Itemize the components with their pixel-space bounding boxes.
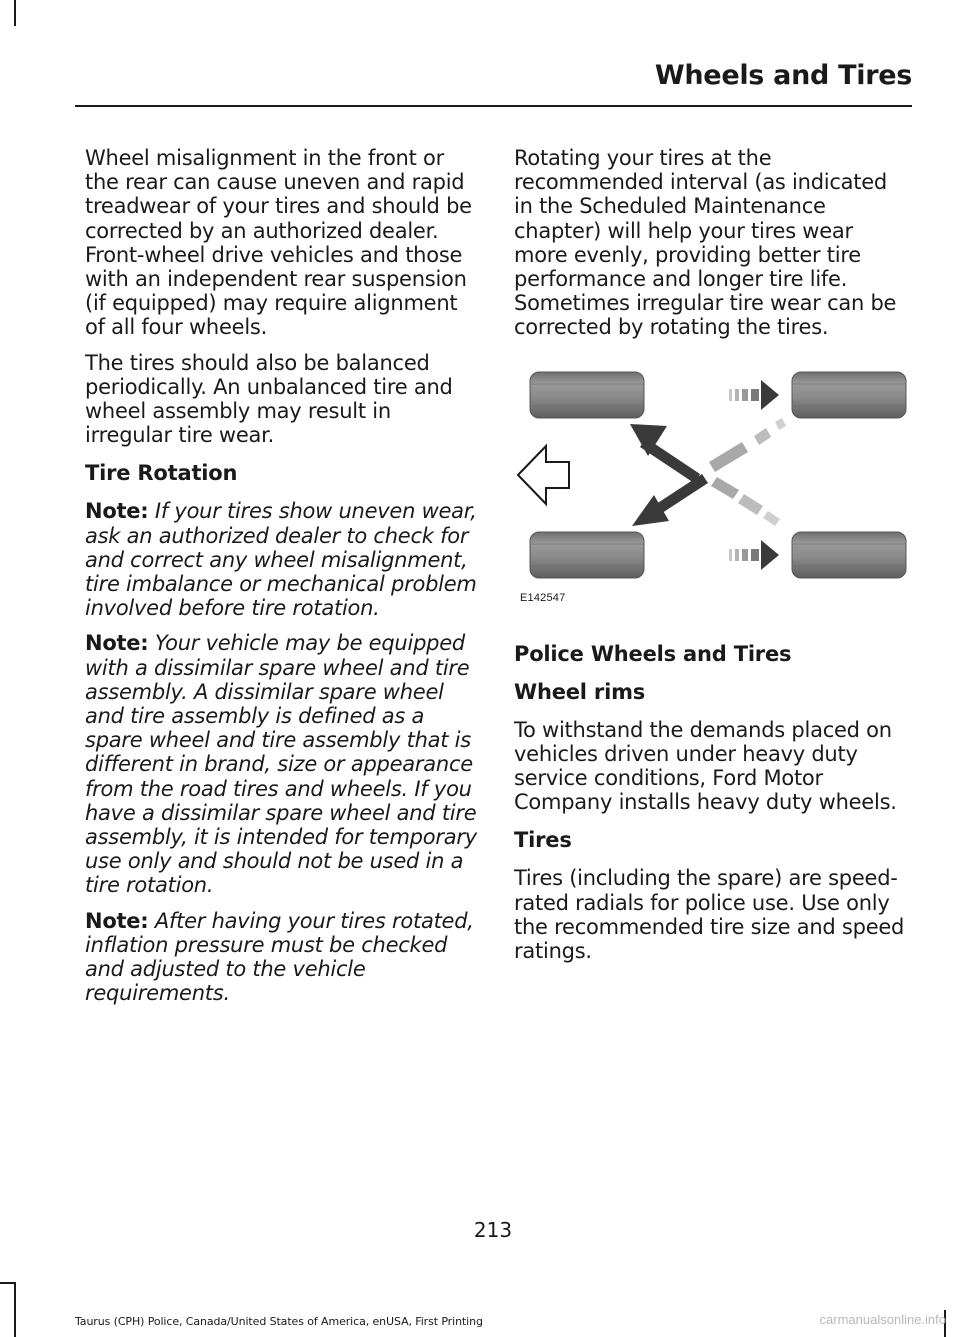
tire-rear-left xyxy=(530,532,644,578)
left-column xyxy=(85,146,480,1017)
tire-rotation-figure xyxy=(514,366,910,624)
paragraph-misalignment: Wheel misalignment in the front or the rear can cause uneven and rapid treadwear of your tires and should be corrected by an authorized dealer. Front-wheel drive vehicles and those with an independent rear suspension (if equipped) may require alignment of all four wheels. xyxy=(85,146,472,340)
arrow-front-to-front xyxy=(729,380,779,410)
arrow-diagonal-lower xyxy=(632,474,708,526)
tire-rotation-diagram xyxy=(514,366,910,624)
arrow-dashed-diagonal-up xyxy=(709,418,786,472)
tire-front-left xyxy=(530,372,644,418)
note-inflation-pressure xyxy=(85,909,480,1006)
note-text: If your tires show uneven wear, ask an authorized dealer to check for and correct any wheel misalignment, tire imbalance or mechanical problem involved before tire rotation. xyxy=(85,499,477,621)
note-label: Note: xyxy=(85,908,149,933)
note-dissimilar-spare xyxy=(85,631,480,897)
note-uneven-wear xyxy=(85,499,480,620)
paragraph-wheel-rims: To withstand the demands placed on vehicles driven under heavy duty service conditions, Ford Motor Company installs heavy duty wheels. xyxy=(514,717,897,815)
paragraph-balancing: The tires should also be balanced periodically. An unbalanced tire and wheel assembly may result in irregular tire wear. xyxy=(85,350,453,448)
header-rule xyxy=(75,105,912,107)
heading-tire-rotation: Tire Rotation xyxy=(85,461,238,486)
tire-front-right xyxy=(792,372,906,418)
paragraph-rotating: Rotating your tires at the recommended interval (as indicated in the Scheduled Maintenance chapter) will help your tires wear more evenly, providing better tire performance and longer tire life. Sometimes irregular tire wear can be corrected by rotating the tires. xyxy=(514,146,897,340)
front-direction-arrow-icon xyxy=(518,446,569,504)
paragraph-tires: Tires (including the spare) are speed-rated radials for police use. Use only the recommended tire size and speed ratings. xyxy=(514,866,905,964)
figure-code: E142547 xyxy=(520,591,566,604)
page-title: Wheels and Tires xyxy=(654,60,912,91)
tire-rear-right xyxy=(792,532,906,578)
heading-tires: Tires xyxy=(514,828,572,853)
arrow-rear-to-rear xyxy=(729,540,779,570)
crop-mark-bottom-left-h xyxy=(0,1282,16,1284)
watermark: carmanualsonline.info xyxy=(819,1312,946,1327)
note-label: Note: xyxy=(85,631,149,656)
note-text: Your vehicle may be equipped with a dissimilar spare wheel and tire assembly. A dissimilar spare wheel and tire assembly is defined as a spare wheel and tire assembly that is different in brand, size or appearance from the road tires and wheels. If you have a dissimilar spare wheel and tire assembly, it is intended for temporary use only and should not be used in a tire rotation. xyxy=(85,631,477,898)
page-number: 213 xyxy=(473,1218,513,1242)
heading-police-wheels: Police Wheels and Tires xyxy=(514,641,792,666)
note-label: Note: xyxy=(85,499,149,524)
crop-mark-bottom-left xyxy=(14,1282,16,1337)
crop-mark-top-left xyxy=(14,0,16,26)
heading-wheel-rims: Wheel rims xyxy=(514,679,646,704)
right-column xyxy=(514,146,910,974)
arrow-dashed-diagonal-down xyxy=(711,477,780,526)
note-text: After having your tires rotated, inflation pressure must be checked and adjusted to the vehicle requirements. xyxy=(85,908,474,1006)
arrow-diagonal-upper xyxy=(630,424,700,483)
footer-text: Taurus (CPH) Police, Canada/United States of America, enUSA, First Printing xyxy=(75,1315,483,1328)
